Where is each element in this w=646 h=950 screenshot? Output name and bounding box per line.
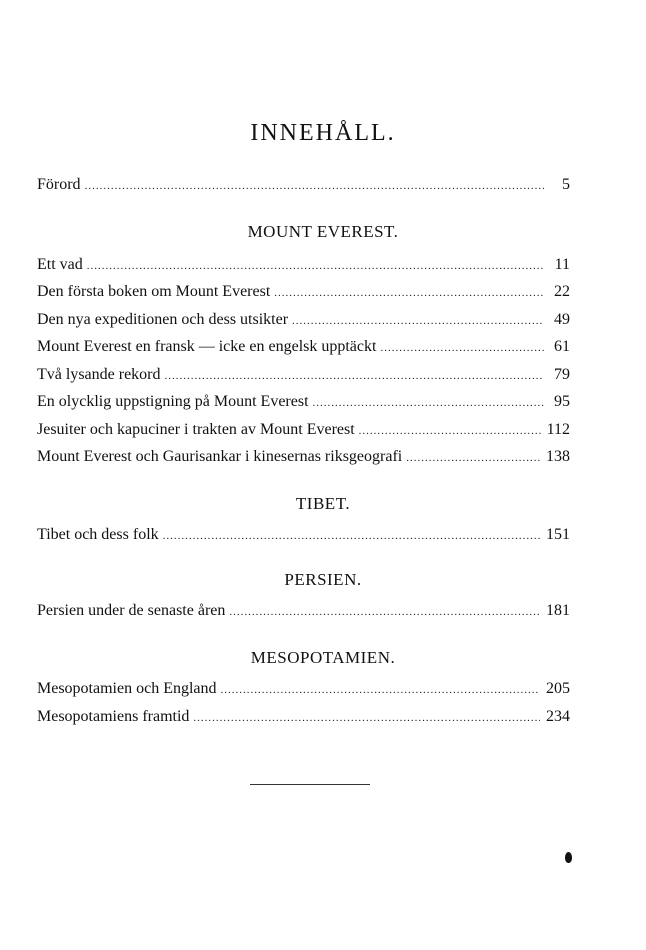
dot-leader [359, 425, 541, 437]
toc-entry-page: 234 [546, 708, 570, 725]
toc-entry-page: 61 [554, 338, 570, 355]
toc-entry-label: Den första boken om Mount Everest [37, 283, 271, 300]
dot-leader [85, 180, 544, 192]
toc-entry [37, 680, 570, 702]
dot-leader [406, 452, 540, 464]
toc-entry-page: 181 [546, 602, 570, 619]
toc-entry-page: 11 [554, 256, 570, 273]
toc-entry-label: En olycklig uppstigning på Mount Everest [37, 393, 309, 410]
toc-entry [37, 526, 570, 548]
toc-entry-page: 49 [554, 311, 570, 328]
toc-entry-page: 151 [546, 526, 570, 543]
toc-entry-label: Förord [37, 176, 81, 193]
toc-entry-page: 205 [546, 680, 570, 697]
section-heading-mount-everest: MOUNT EVEREST. [247, 222, 399, 241]
toc-entry-label: Ett vad [37, 256, 83, 273]
dot-leader [87, 260, 544, 272]
dot-leader [193, 712, 540, 724]
closing-rule [250, 784, 370, 785]
dot-leader [163, 530, 540, 542]
dot-leader [221, 684, 540, 696]
toc-entry-page: 138 [546, 448, 570, 465]
toc-entry [37, 366, 570, 388]
toc-entry-page: 95 [554, 393, 570, 410]
toc-entry [37, 708, 570, 730]
dot-leader [165, 370, 544, 382]
toc-entry-label: Två lysande rekord [37, 366, 161, 383]
toc-entry-page: 5 [562, 176, 570, 193]
toc-entry-label: Jesuiter och kapuciner i trakten av Mount Everest [37, 421, 355, 438]
toc-entry-page: 79 [554, 366, 570, 383]
page-title: INNEHÅLL. [250, 120, 396, 146]
toc-entry [37, 602, 570, 624]
toc-entry-label: Mesopotamiens framtid [37, 708, 190, 725]
dot-leader [292, 315, 544, 327]
toc-entry-label: Mount Everest och Gaurisankar i kinesernas riksgeografi [37, 448, 403, 465]
toc-entry [37, 393, 570, 415]
toc-entry-label: Mesopotamien och England [37, 680, 217, 697]
toc-entry [37, 283, 570, 305]
toc-entry [37, 448, 570, 470]
toc-entry-page: 22 [554, 283, 570, 300]
dot-leader [229, 606, 540, 618]
toc-entry [37, 421, 570, 443]
section-heading-persien: PERSIEN. [284, 570, 362, 589]
section-heading-mesopotamien: MESOPOTAMIEN. [250, 648, 396, 667]
toc-entry [37, 256, 570, 278]
toc-entry-label: Tibet och dess folk [37, 526, 159, 543]
toc-entry-page: 112 [546, 421, 570, 438]
toc-entry-label: Mount Everest en fransk — icke en engelsk upptäckt [37, 338, 377, 355]
toc-entry-label: Persien under de senaste åren [37, 602, 226, 619]
section-heading-tibet: TIBET. [295, 494, 351, 513]
toc-entry-forord [37, 176, 570, 198]
toc-entry [37, 338, 570, 360]
dot-leader [274, 287, 544, 299]
dot-leader [380, 342, 544, 354]
dot-leader [313, 397, 544, 409]
ink-mark-icon [565, 852, 572, 863]
toc-entry-label: Den nya expeditionen och dess utsikter [37, 311, 289, 328]
toc-entry [37, 311, 570, 333]
